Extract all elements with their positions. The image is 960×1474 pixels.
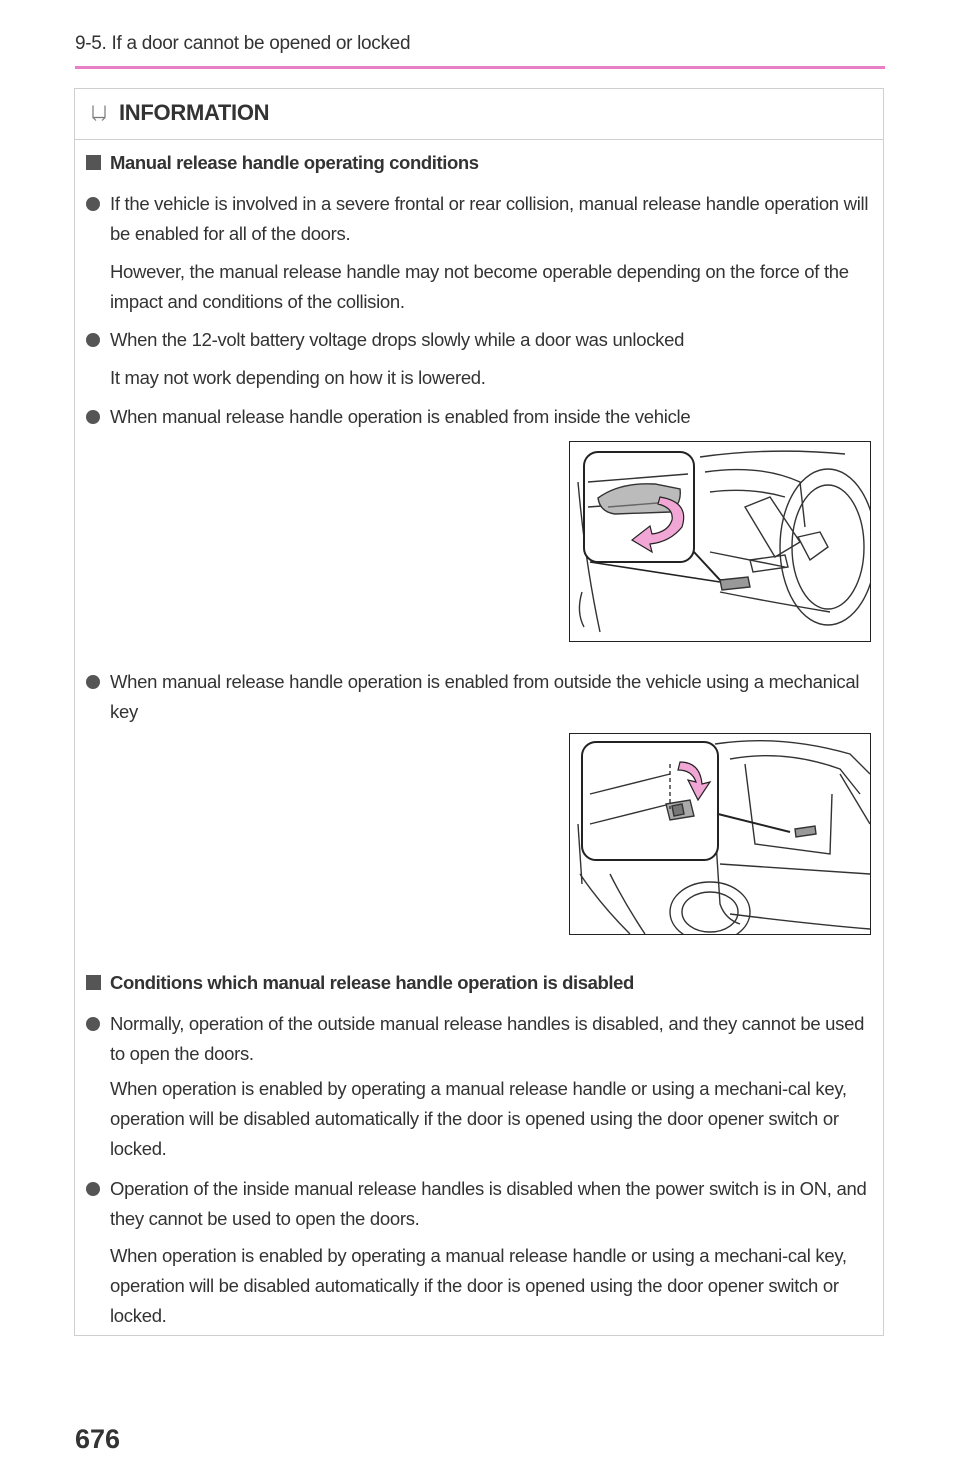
information-header <box>75 89 883 140</box>
list-item <box>86 402 871 432</box>
page-header <box>75 28 885 69</box>
list-item-text: When manual release handle operation is enabled from outside the vehicle using a mechanical key <box>110 671 860 722</box>
heading-text: Manual release handle operating conditions <box>110 152 479 173</box>
list-item-text: When manual release handle operation is enabled from inside the vehicle <box>110 406 691 427</box>
list-item <box>86 667 871 727</box>
bullet-dot-icon <box>86 197 100 211</box>
list-item-text: If the vehicle is involved in a severe frontal or rear collision, manual release handle operation will be enabled for all of the doors. <box>110 193 869 244</box>
car-exterior-illustration <box>570 734 871 935</box>
inside-release-handle-illustration <box>569 441 871 642</box>
paragraph: It may not work depending on how it is lowered. <box>110 367 486 388</box>
paragraph: When operation is enabled by operating a manual release handle or using a mechani-cal key, operation will be disabled automatically if the door is opened using the door opener switch or locked. <box>110 1245 847 1326</box>
list-item-text: Operation of the inside manual release handles is disabled when the power switch is in ON, and they cannot be used to open the doors. <box>110 1178 867 1229</box>
page-number: 676 <box>75 1424 121 1454</box>
bullet-dot-icon <box>86 410 100 424</box>
information-box <box>74 88 884 1336</box>
heading-text: Conditions which manual release handle operation is disabled <box>110 972 634 993</box>
section-title: 9-5. If a door cannot be opened or locked <box>75 33 411 54</box>
car-interior-illustration <box>570 442 871 642</box>
bullet-dot-icon <box>86 1017 100 1031</box>
information-title: INFORMATION <box>119 100 270 125</box>
list-item <box>86 1174 871 1234</box>
list-item-text: When the 12-volt battery voltage drops slowly while a door was unlocked <box>110 329 685 350</box>
bullet-dot-icon <box>86 1182 100 1196</box>
list-item <box>86 325 871 355</box>
list-item <box>86 1009 871 1069</box>
square-bullet-icon <box>86 155 101 170</box>
list-item-text: Normally, operation of the outside manual release handles is disabled, and they cannot be used to open the doors. <box>110 1013 865 1064</box>
bullet-dot-icon <box>86 333 100 347</box>
square-bullet-icon <box>86 975 101 990</box>
bullet-dot-icon <box>86 675 100 689</box>
outside-release-handle-illustration <box>569 733 871 935</box>
information-icon <box>92 105 106 121</box>
paragraph: When operation is enabled by operating a manual release handle or using a mechani-cal key, operation will be disabled automatically if the door is opened using the door opener switch or locked. <box>110 1078 847 1159</box>
section-heading-operating-conditions <box>86 152 479 174</box>
section-heading-disabled-conditions <box>86 972 634 994</box>
list-item <box>86 189 871 249</box>
paragraph: However, the manual release handle may not become operable depending on the force of the impact and conditions of the collision. <box>110 261 849 312</box>
